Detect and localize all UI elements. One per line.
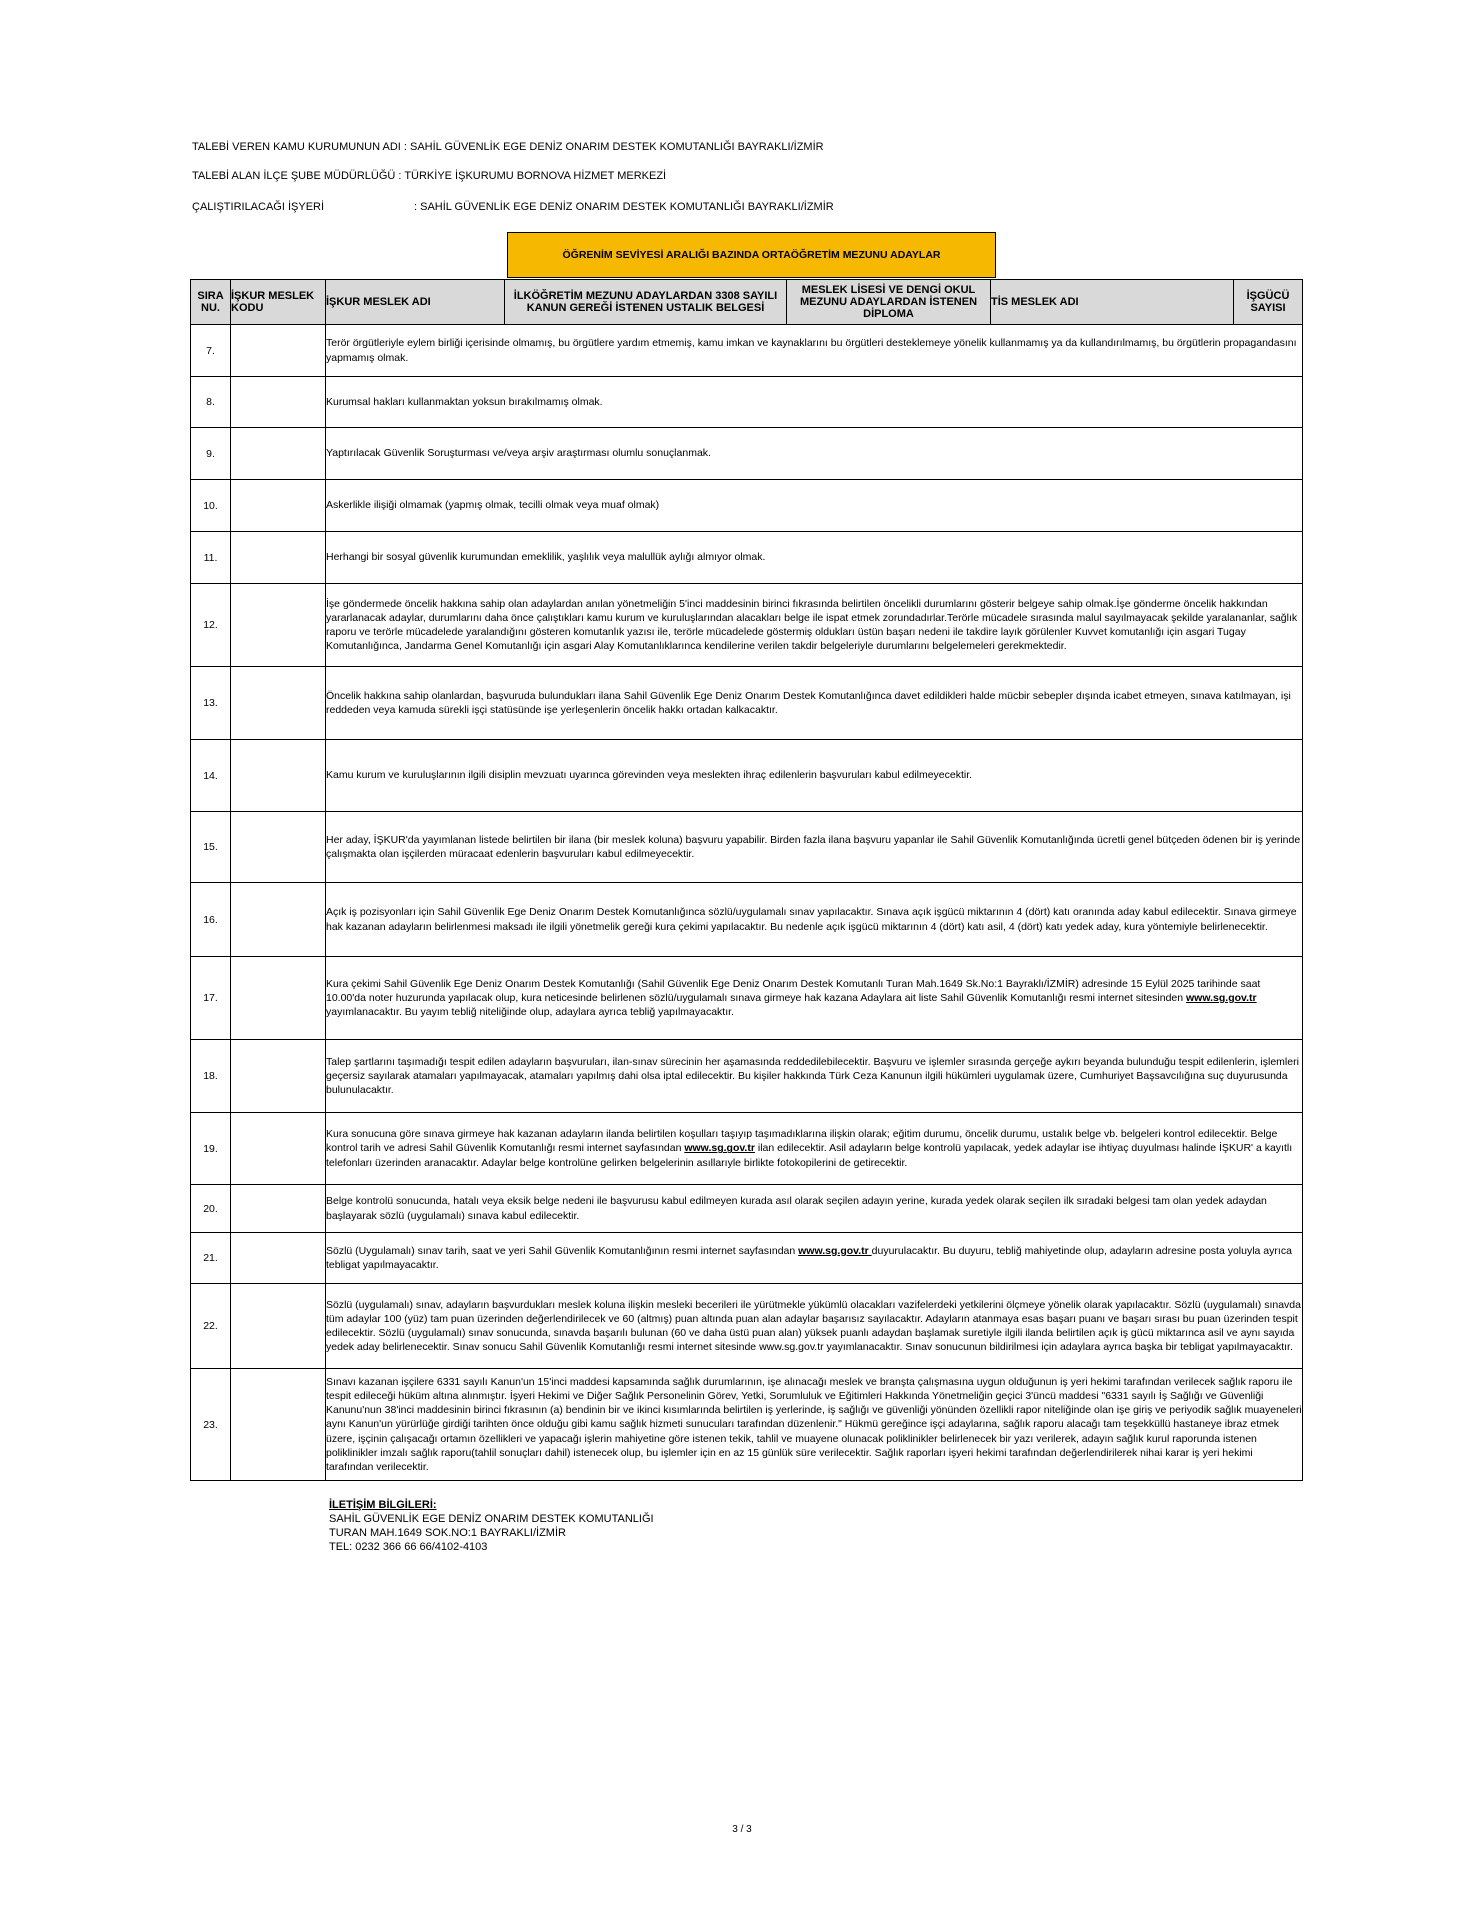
row-text-part: duyurulacaktır. Bu duyuru, tebliğ mahiyetinde olup, adayların adresine posta yoluyla ayrıca tebligat yapılmayacaktır.: [326, 1244, 1292, 1271]
row-code-cell: [231, 532, 326, 584]
row-number: 10.: [191, 480, 231, 532]
table-row: [191, 1284, 1303, 1369]
header-value: TÜRKİYE İŞKURUMU BORNOVA HİZMET MERKEZİ: [404, 170, 667, 182]
education-level-banner: ÖĞRENİM SEVİYESİ ARALIĞI BAZINDA ORTAÖĞRETİM MEZUNU ADAYLAR: [507, 232, 996, 278]
table-row: [191, 377, 1303, 428]
row-number: 19.: [191, 1113, 231, 1185]
header-line-requesting-institution: [192, 141, 824, 154]
header-value: SAHİL GÜVENLİK EGE DENİZ ONARIM DESTEK KOMUTANLIĞI BAYRAKLI/İZMİR: [410, 141, 824, 153]
requirements-table: [190, 279, 1303, 1481]
row-number: 22.: [191, 1284, 231, 1369]
page-number: 3 / 3: [732, 1824, 752, 1835]
row-number: 11.: [191, 532, 231, 584]
col-header-meslek-lisesi: MESLEK LİSESİ VE DENGİ OKUL MEZUNU ADAYLARDAN İSTENEN DİPLOMA: [787, 280, 991, 325]
row-text: Askerlikle ilişiği olmamak (yapmış olmak, tecilli olmak veya muaf olmak): [326, 480, 1303, 532]
row-text: İşe göndermede öncelik hakkına sahip olan adaylardan anılan yönetmeliğin 5'inci maddesinin birinci fıkrasında belirtilen öncelikli durumlarını gösterir belgeye sahip olmak.İşe gönderme öncelik hakkından yararlanacak adaylar, durumlarını daha önce çalıştıkları kamu kurum ve kuruluşlarından alacakları belge ile ispat etmek zorundadırlar.Terörle mücadele sırasında malul sayılmayacak şekilde yaralananlar, sağlık raporu ve terörle mücadelede yaralandığını gösteren komutanlık yazısı ile, terörle mücadelede göstermiş oldukları üstün başarı nedeni ile takdire layık görülenler Kuvvet komutanlığı için asgari Tugay Komutanlığınca, Jandarma Genel Komutanlığı için asgari Alay Komutanlıklarınca kendilerine verilen takdir belgeleriyle durumlarını belgelemeleri gerekmektedir.: [326, 584, 1303, 667]
table-row: [191, 812, 1303, 883]
row-number: 7.: [191, 325, 231, 377]
table-row: [191, 1040, 1303, 1113]
header-value: : SAHİL GÜVENLİK EGE DENİZ ONARIM DESTEK KOMUTANLIĞI BAYRAKLI/İZMİR: [414, 201, 834, 213]
table-row: [191, 584, 1303, 667]
row-text: Sözlü (uygulamalı) sınav, adayların başvurdukları meslek koluna ilişkin mesleki becerileri ile yürütmekle yükümlü olacakları vazifelerdeki yetkilerini ölçmeye yönelik olarak yapılacaktır. Sözlü (uygulamalı) sınavda tüm adaylar 100 (yüz) tam puan üzerinden değerlendirilecek ve 60 (altmış) puan altında puan alan adaylar başarısız sayılacaktır. Adayların atanmaya esas başarı puanı ve başarı sırası bu puan üzerinden tespit edilecektir. Sözlü (uygulamalı) sınav sonucunda, sınavda başarılı bulunan (60 ve daha üstü puan alan) yüksek puanlı adaydan başlamak suretiyle ilgili ilanda belirtilen açık iş gücü miktarınca asil ve aynı sayıda yedek aday belirlenecektir. Sınav sonucu Sahil Güvenlik Komutanlığı resmi internet sitesinde www.sg.gov.tr yayımlanacaktır. Sınav sonucunun bildirilmesi için adaylara ayrıca başka bir tebligat yapılmayacaktır.: [326, 1284, 1303, 1369]
row-number: 17.: [191, 957, 231, 1040]
header-line-receiving-office: [192, 170, 666, 183]
col-header-kod: İŞKUR MESLEK KODU: [231, 280, 326, 325]
row-number: 23.: [191, 1369, 231, 1481]
row-code-cell: [231, 584, 326, 667]
table-row: [191, 883, 1303, 957]
table-row: [191, 532, 1303, 584]
row-number: 18.: [191, 1040, 231, 1113]
header-label: TALEBİ VEREN KAMU KURUMUNUN ADI :: [192, 141, 410, 153]
row-text: Talep şartlarını taşımadığı tespit edilen adayların başvuruları, ilan-sınav sürecinin her aşamasında reddedilebilecektir. Başvuru ve işlemler sırasında gerçeğe aykırı beyanda bulunduğu tespit edilenlerin, işlemleri geçersiz sayılarak atamaları yapılmayacak, atamaları yapılmış dahi olsa iptal edilecektir. Bu kişiler hakkında Türk Ceza Kanunun ilgili hükümleri uygulamak üzere, Cumhuriyet Başsavcılığına suç duyurusunda bulunulacaktır.: [326, 1040, 1303, 1113]
row-text: [326, 957, 1303, 1040]
row-text-part: Kura sonucuna göre sınava girmeye hak kazanan adayların ilanda belirtilen koşulları taşıyıp taşımadıklarına ilişkin olarak; eğitim durumu, öncelik durumu, ustalık belge vb. belgeleri kontrol edilecektir. Belge kontrol tarih ve adresi Sahil Güvenlik Komutanlığı resmi internet sayfasından: [326, 1128, 1278, 1155]
row-number: 21.: [191, 1233, 231, 1284]
table-row: [191, 1185, 1303, 1233]
contact-title: İLETİŞİM BİLGİLERİ:: [329, 1499, 437, 1511]
row-code-cell: [231, 812, 326, 883]
table-row: [191, 1113, 1303, 1185]
row-number: 16.: [191, 883, 231, 957]
row-number: 14.: [191, 740, 231, 812]
row-code-cell: [231, 1233, 326, 1284]
row-text: Kamu kurum ve kuruluşlarının ilgili disiplin mevzuatı uyarınca görevinden veya meslekten ihraç edilenlerin başvuruları kabul edilmeyecektir.: [326, 740, 1303, 812]
row-code-cell: [231, 428, 326, 480]
row-number: 20.: [191, 1185, 231, 1233]
row-text: Yaptırılacak Güvenlik Soruşturması ve/veya arşiv araştırması olumlu sonuçlanmak.: [326, 428, 1303, 480]
row-text: [326, 1113, 1303, 1185]
row-text: Her aday, İŞKUR'da yayımlanan listede belirtilen bir ilana (bir meslek koluna) başvuru yapabilir. Birden fazla ilana başvuru yapanlar ile Sahil Güvenlik Komutanlığında ücretli genel bütçeden ödenen bir iş yerinde çalışmakta olan işçilerden müracaat edenlerin başvuruları kabul edilmeyecektir.: [326, 812, 1303, 883]
table-row: [191, 428, 1303, 480]
row-text: Kurumsal hakları kullanmaktan yoksun bırakılmamış olmak.: [326, 377, 1303, 428]
table-header-row: [191, 280, 1303, 325]
row-number: 8.: [191, 377, 231, 428]
row-text-part: ilan edilecektir. Asil adayların belge kontrolü yapılacak, yedek adaylar ise ihtiyaç duyulması halinde İŞKUR' a kayıtlı telefonları üzerinden aranacaktır. Adaylar belge kontrolüne gelirken belgelerinin asıllarıyle birlikte fotokopilerini de getirecektir.: [326, 1142, 1293, 1169]
table-row: [191, 325, 1303, 377]
header-label: ÇALIŞTIRILACAĞI İŞYERİ: [192, 201, 325, 213]
row-text: Açık iş pozisyonları için Sahil Güvenlik Ege Deniz Onarım Destek Komutanlığınca sözlü/uygulamalı sınav yapılacaktır. Sınava açık işgücü miktarının 4 (dört) katı oranında aday kabul edilecektir. Sınava girmeye hak kazanan adayların belirlenmesi maksadı ile ilgili yönetmelik gereği kura çekimi yapılacaktır. Bu nedenle açık işgücü miktarının 4 (dört) katı asil, 4 (dört) katı yedek aday, kura yöntemiyle belirlenecektir.: [326, 883, 1303, 957]
sg-website-link[interactable]: www.sg.gov.tr: [684, 1142, 755, 1155]
row-number: 15.: [191, 812, 231, 883]
row-code-cell: [231, 740, 326, 812]
row-code-cell: [231, 1369, 326, 1481]
row-code-cell: [231, 883, 326, 957]
row-text: Belge kontrolü sonucunda, hatalı veya eksik belge nedeni ile başvurusu kabul edilmeyen kurada asıl olarak seçilen adayın yerine, kurada yedek olarak seçilen ilk sıradaki belgesi tam olan yedek adaydan başlayarak sözlü (uygulamalı) sınava kabul edilecektir.: [326, 1185, 1303, 1233]
contact-phone: TEL: 0232 366 66 66/4102-4103: [329, 1541, 488, 1553]
row-number: 13.: [191, 667, 231, 740]
table-row: [191, 667, 1303, 740]
table-row: [191, 1233, 1303, 1284]
table-row: [191, 957, 1303, 1040]
col-header-isgucu: İŞGÜCÜ SAYISI: [1234, 280, 1303, 325]
col-header-meslek-adi: İŞKUR MESLEK ADI: [326, 280, 505, 325]
row-text: Terör örgütleriyle eylem birliği içerisinde olmamış, bu örgütlere yardım etmemiş, kamu imkan ve kaynaklarını bu örgütleri desteklemeye yönelik kullanmamış ya da kullandırılmamış, bu örgütlerin propagandasını yapmamış olmak.: [326, 325, 1303, 377]
row-code-cell: [231, 377, 326, 428]
table-row: [191, 740, 1303, 812]
row-text-part: yayımlanacaktır. Bu yayım tebliğ niteliğinde olup, adaylara ayrıca tebliğ yapılmayacaktır.: [326, 1006, 734, 1019]
row-code-cell: [231, 1113, 326, 1185]
row-code-cell: [231, 1185, 326, 1233]
row-number: 12.: [191, 584, 231, 667]
header-line-workplace: [192, 201, 834, 214]
row-code-cell: [231, 480, 326, 532]
col-header-tis: TİS MESLEK ADI: [991, 280, 1234, 325]
row-text-part: Sözlü (Uygulamalı) sınav tarih, saat ve yeri Sahil Güvenlik Komutanlığının resmi internet sayfasından: [326, 1244, 799, 1257]
table-row: [191, 480, 1303, 532]
row-code-cell: [231, 957, 326, 1040]
row-text: Herhangi bir sosyal güvenlik kurumundan emeklilik, yaşlılık veya malullük aylığı almıyor olmak.: [326, 532, 1303, 584]
row-code-cell: [231, 1284, 326, 1369]
contact-address: TURAN MAH.1649 SOK.NO:1 BAYRAKLI/İZMİR: [329, 1527, 566, 1539]
row-text: [326, 1233, 1303, 1284]
row-code-cell: [231, 667, 326, 740]
col-header-sira: SIRA NU.: [191, 280, 231, 325]
row-text: Sınavı kazanan işçilere 6331 sayılı Kanun'un 15'inci maddesi kapsamında sağlık durumlarının, işe alınacağı meslek ve branşta çalışmasına uygun olduğunun iş yeri hekimi tarafından verilecek sağlık raporu ile tespit edileceği hüküm altına alınmıştır. İşyeri Hekimi ve Diğer Sağlık Personelinin Görev, Yetki, Sorumluluk ve Eğitimleri Hakkında Yönetmeliğin geçici 3'üncü maddesi "6331 sayılı İş Sağlığı ve Güvenliği Kanunu'nun 38'inci maddesinin birinci fıkrasının (a) bendinin bir ve ikinci kısımlarında belirtilen iş yerlerinde, iş sağlığı ve güvenliği yönünden özellikli rapor niteliğinde olan işe giriş ve periyodik sağlık muayeneleri aynı Kanun'un yürürlüğe girdiği tarihten önce olduğu gibi kamu sağlık hizmeti sunucuları tarafından düzenlenir." Hükmü gereğince işçi adaylarına, sağlık raporu alacağı tam teşekküllü hastaneye ibraz etmek üzere, işçinin çalışacağı ortamın özellikleri ve yapacağı işlerin mahiyetine göre istenen tekik, tahlil ve muayene olunacak poliklinikler belirlenecek bir yazı verilerek, adayın sağlık kurul raporunda istenen poliklinikler imzalı sağlık raporu(tahlil sonuçları dahil) istenecek olup, bu işlemler için en az 15 günlük süre verilecektir. Sağlık raporları işyeri hekimi tarafından değerlendirilerek nihai karar iş yeri hekimi tarafından verilecektir.: [326, 1369, 1303, 1481]
table-row: [191, 1369, 1303, 1481]
sg-website-link[interactable]: www.sg.gov.tr: [798, 1244, 872, 1257]
col-header-ilkogretim: İLKÖĞRETİM MEZUNU ADAYLARDAN 3308 SAYILI KANUN GEREĞİ İSTENEN USTALIK BELGESİ: [505, 280, 787, 325]
sg-website-link[interactable]: www.sg.gov.tr: [1186, 991, 1257, 1004]
contact-institution: SAHİL GÜVENLİK EGE DENİZ ONARIM DESTEK KOMUTANLIĞI: [329, 1513, 654, 1525]
row-text-part: Kura çekimi Sahil Güvenlik Ege Deniz Onarım Destek Komutanlığı (Sahil Güvenlik Ege Deniz Onarım Destek Komutanlı Turan Mah.1649 Sk.No:1 Bayraklı/İZMİR) adresinde 15 Eylül 2025 tarihinde saat 10.00'da noter huzurunda yapılacak olup, kura neticesinde belirlenen sözlü/uygulamalı sınava girmeye hak kazana Adaylara ait liste Sahil Güvenlik Komutanlığı resmi internet sitesinden: [326, 977, 1261, 1004]
row-code-cell: [231, 1040, 326, 1113]
row-code-cell: [231, 325, 326, 377]
row-number: 9.: [191, 428, 231, 480]
row-text: Öncelik hakkına sahip olanlardan, başvuruda bulundukları ilana Sahil Güvenlik Ege Deniz Onarım Destek Komutanlığınca davet edildikleri halde mücbir sebepler dışında icabet etmeyen, sınava katılmayan, işi reddeden veya kamuda sürekli işçi statüsünde işe yerleşenlerin öncelik hakkı ortadan kalkacaktır.: [326, 667, 1303, 740]
contact-info: [329, 1498, 654, 1554]
header-label: TALEBİ ALAN İLÇE ŞUBE MÜDÜRLÜĞÜ :: [192, 170, 405, 182]
